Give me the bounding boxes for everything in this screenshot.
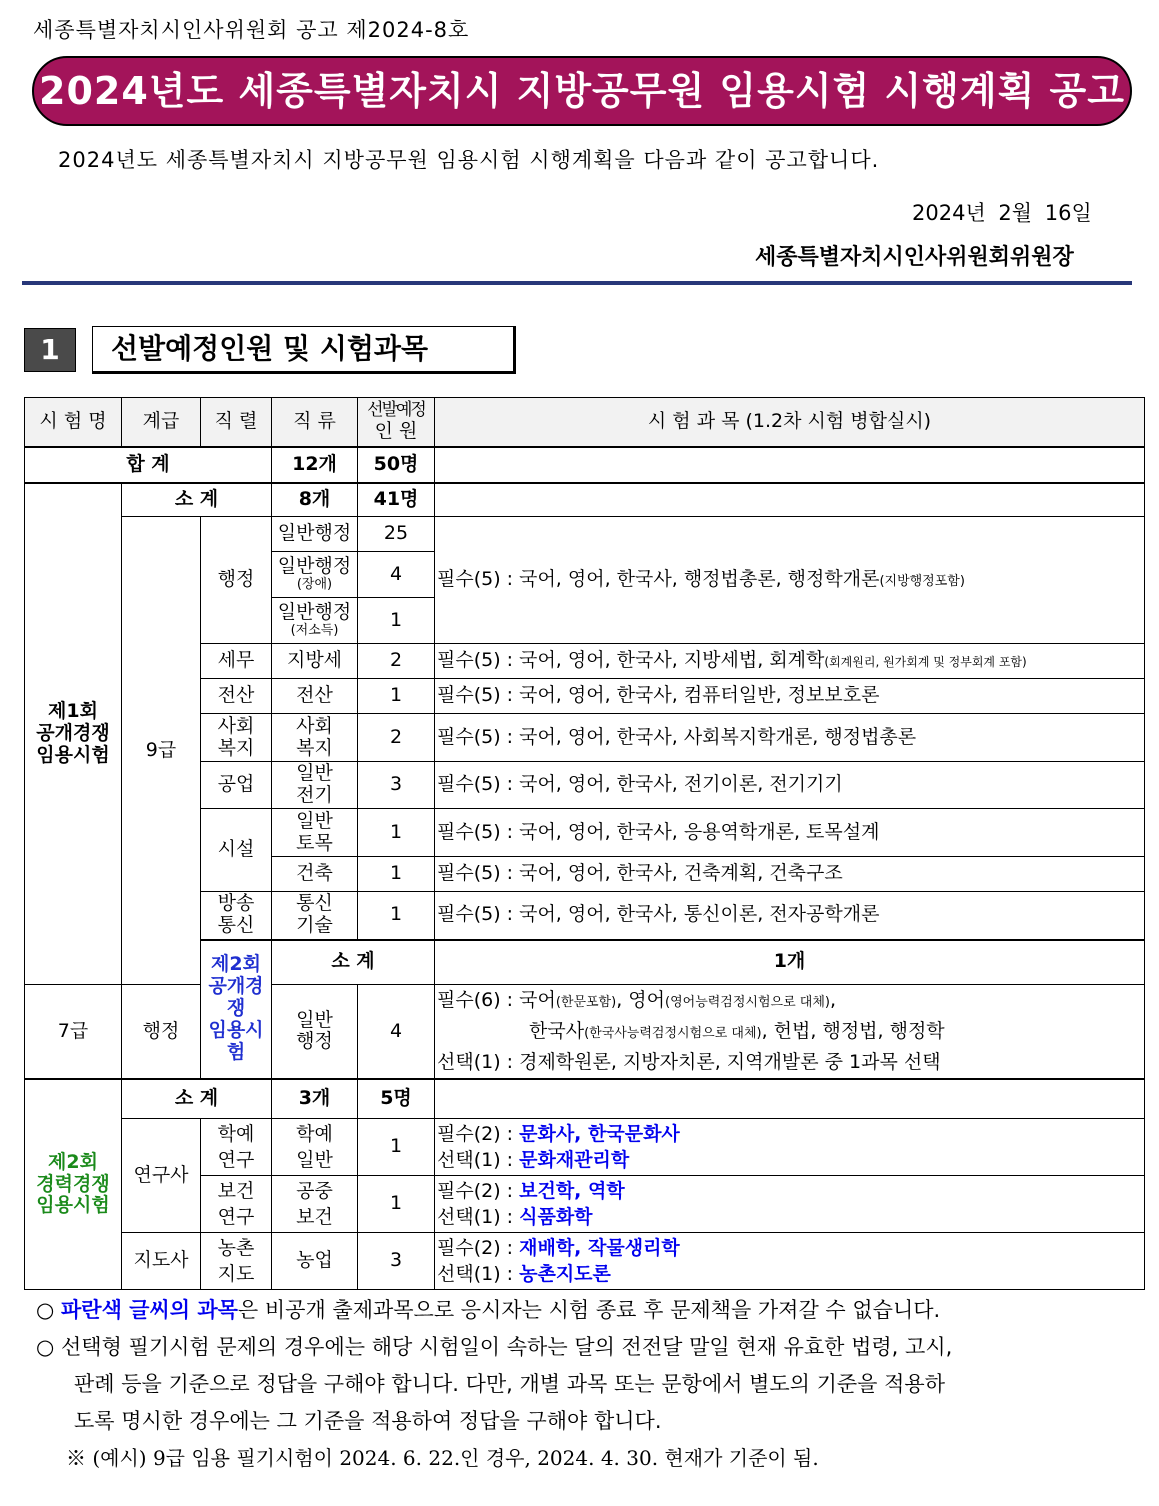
total-row <box>25 447 1145 483</box>
signer: 세종특별자치시인사위원회위원장 <box>755 245 1074 270</box>
exam1-grade: 9급 <box>122 517 201 985</box>
header-quota-top: 선발예정 <box>367 400 425 421</box>
exam1-subtotal-count: 41명 <box>358 483 435 517</box>
table-row: 제2회 경력경쟁 임용시험 소 계 3개 5명 <box>25 1079 1145 1119</box>
note-2: ○ 선택형 필기시험 문제의 경우에는 해당 시험일이 속하는 달의 전전달 말일 현재 유효한 법령, 고시, <box>36 1335 953 1359</box>
exam-plan-table <box>24 397 1145 1290</box>
table-row: 건축 1 필수(5) : 국어, 영어, 한국사, 건축계획, 건축구조 <box>25 857 1145 892</box>
table-row: 전산 전산 1 필수(5) : 국어, 영어, 한국사, 컴퓨터일반, 정보보호론 <box>25 679 1145 714</box>
header-type: 직 류 <box>272 398 358 447</box>
section-title: 선발예정인원 및 시험과목 <box>92 326 516 374</box>
notes: ○ 파란색 글씨의 과목은 비공개 출제과목으로 응시자는 시험 종료 후 문제책을 가져갈 수 없습니다. ○ 선택형 필기시험 문제의 경우에는 해당 시험일이 속하는 달의 전전달 말일 현재 유효한 법령, 고시, 판례 등을 기준으로 정답을 구해야 합니다. 다만, 개별 과목 또는 문항에서 별도의 기준을 적용하 도록 명시한 경우에는 그 기준을 적용하여 정답을 구해야 합니다. ※ (예시) 9급 임용 필기시험이 2024. 6. 22.인 경우, 2024. 4. 30. 현재가 기준이 됨. <box>36 1292 1146 1477</box>
section-number: 1 <box>24 328 76 372</box>
exam1-subtotal-label: 소 계 <box>122 483 272 517</box>
table-row: 사회 복지 사회 복지 2 필수(5) : 국어, 영어, 한국사, 사회복지학개론, 행정법총론 <box>25 714 1145 762</box>
table-row: 일반행정 (장애) 4 <box>25 552 1145 598</box>
table-row <box>25 483 1145 517</box>
table-row: 세무 지방세 2 필수(5) : 국어, 영어, 한국사, 지방세법, 회계학(회계원리, 원가회계 및 정부회계 포함) <box>25 644 1145 679</box>
table-row: 연구사 학예 연구 학예 일반 1 필수(2) : 문화사, 한국문화사 선택(1) : 문화재관리학 <box>25 1119 1145 1176</box>
table-row: 7급 행정 일반 행정 4 필수(6) : 국어(한문포함), 영어(영어능력검정시험으로 대체), 한국사(한국사능력검정시험으로 대체), 헌법, 행정법, 행정학 선택(1) : 경제학원론, 지방자치론, 지역개발론 중 1과목 선택 <box>25 985 1145 1079</box>
header-exam: 시 험 명 <box>25 398 122 447</box>
header-series: 직 렬 <box>201 398 272 447</box>
exam1-subtotal-types: 8개 <box>272 483 358 517</box>
table-header-row <box>25 398 1145 447</box>
subjects-admin: 필수(5) : 국어, 영어, 한국사, 행정법총론, 행정학개론(지방행정포함) <box>435 517 1145 644</box>
total-count: 50명 <box>358 447 435 483</box>
exam1-name: 제1회 공개경쟁 임용시험 <box>25 483 122 985</box>
total-label: 합 계 <box>25 447 272 483</box>
notice-number: 세종특별자치시인사위원회 공고 제2024-8호 <box>33 18 470 42</box>
total-types: 12개 <box>272 447 358 483</box>
header-quota <box>358 398 435 447</box>
note-1: ○ 파란색 글씨의 과목은 비공개 출제과목으로 응시자는 시험 종료 후 문제책을 가져갈 수 없습니다. <box>36 1298 941 1322</box>
table-row: 보건 연구 공중 보건 1 필수(2) : 보건학, 역학 선택(1) : 식품화학 <box>25 1176 1145 1233</box>
series-admin: 행정 <box>201 517 272 644</box>
header-divider <box>22 281 1132 285</box>
header-grade: 계급 <box>122 398 201 447</box>
table-row: 제2회 공개경쟁 임용시험 소 계 1개 <box>25 940 1145 985</box>
notice-date: 2024년 2월 16일 <box>912 201 1092 225</box>
table-row: 9급 행정 일반행정 25 필수(5) : 국어, 영어, 한국사, 행정법총론, 행정학개론(지방행정포함) <box>25 517 1145 552</box>
table-row: 지도사 농촌 지도 농업 3 필수(2) : 재배학, 작물생리학 선택(1) : 농촌지도론 <box>25 1233 1145 1290</box>
table-row: 시설 일반 토목 1 필수(5) : 국어, 영어, 한국사, 응용역학개론, 토목설계 <box>25 809 1145 857</box>
header-quota-bottom: 인 원 <box>374 419 418 442</box>
subjects-exam2: 필수(6) : 국어(한문포함), 영어(영어능력검정시험으로 대체), 한국사(한국사능력검정시험으로 대체), 헌법, 행정법, 행정학 선택(1) : 경제학원론, 지방자치론, 지역개발론 중 1과목 선택 <box>435 985 1145 1079</box>
table-row: 일반행정 (저소득) 1 <box>25 598 1145 644</box>
exam2-name: 제2회 공개경쟁 임용시험 <box>201 940 272 1079</box>
page-title-banner: 2024년도 세종특별자치시 지방공무원 임용시험 시행계획 공고 <box>32 56 1132 126</box>
header-subjects: 시 험 과 목 (1.2차 시험 병합실시) <box>435 398 1145 447</box>
subjects-tax: 필수(5) : 국어, 영어, 한국사, 지방세법, 회계학(회계원리, 원가회계 및 정부회계 포함) <box>435 644 1145 679</box>
exam3-name: 제2회 경력경쟁 임용시험 <box>25 1079 122 1290</box>
table-row: 방송 통신 통신 기술 1 필수(5) : 국어, 영어, 한국사, 통신이론, 전자공학개론 <box>25 892 1145 940</box>
table-row: 공업 일반 전기 3 필수(5) : 국어, 영어, 한국사, 전기이론, 전기기기 <box>25 762 1145 809</box>
intro-text: 2024년도 세종특별자치시 지방공무원 임용시험 시행계획을 다음과 같이 공고합니다. <box>58 148 880 172</box>
note-example: ※ (예시) 9급 임용 필기시험이 2024. 6. 22.인 경우, 2024. 4. 30. 현재가 기준이 됨. <box>66 1446 819 1470</box>
